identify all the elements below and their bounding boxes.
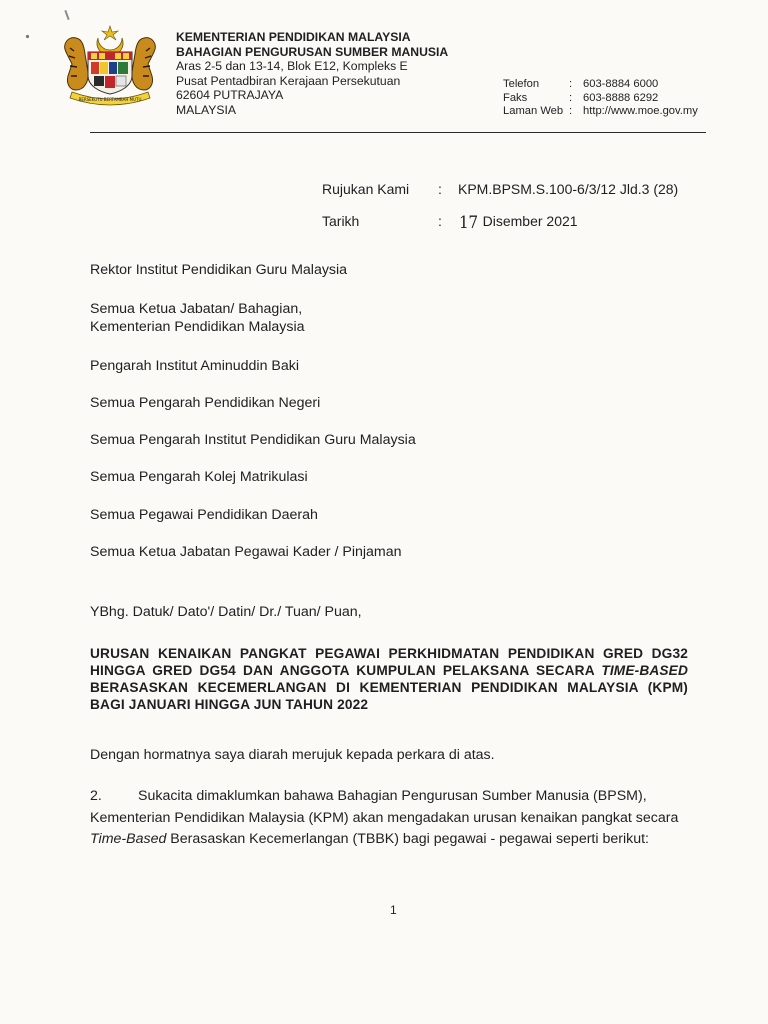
- paragraph-italic: Time-Based: [90, 831, 167, 847]
- reference-label: Rujukan Kami: [322, 181, 410, 197]
- addressee: Semua Pengarah Institut Pendidikan Guru Malaysia: [90, 432, 416, 448]
- contact-label: Faks: [503, 91, 528, 104]
- addressee-line: Kementerian Pendidikan Malaysia: [90, 319, 305, 335]
- salutation: YBhg. Datuk/ Dato'/ Datin/ Dr./ Tuan/ Puan,: [90, 604, 362, 620]
- contact-faks: [503, 92, 698, 106]
- addressee-line: Semua Ketua Jabatan/ Bahagian,: [90, 301, 303, 317]
- addressee: Semua Pengarah Kolej Matrikulasi: [90, 469, 308, 485]
- svg-text:BERSEKUTU BERTAMBAH MUTU: BERSEKUTU BERTAMBAH MUTU: [78, 97, 142, 102]
- address-line: Pusat Pentadbiran Kerajaan Persekutuan: [176, 73, 401, 88]
- fax-number: 603-8888 6292: [583, 91, 659, 104]
- contact-label: Laman Web: [503, 105, 564, 118]
- paragraph-text: Sukacita dimaklumkan bahawa Bahagian Pengurusan Sumber Manusia (BPSM), Kementerian Pendidikan Malaysia (KPM) akan mengadakan urusan kenaikan pangkat secara: [90, 788, 679, 826]
- paragraph-number: 2.: [90, 788, 102, 804]
- reference-number: KPM.BPSM.S.100-6/3/12 Jld.3 (28): [458, 181, 679, 197]
- scan-speck: [64, 10, 69, 20]
- date-label: Tarikh: [322, 213, 360, 229]
- division-name: BAHAGIAN PENGURUSAN SUMBER MANUSIA: [176, 44, 449, 59]
- scan-mark: [25, 34, 30, 39]
- address-line: 62604 PUTRAJAYA: [176, 88, 284, 103]
- subject-italic: TIME-BASED: [601, 663, 688, 678]
- date-month-year: Disember 2021: [482, 213, 578, 229]
- letterhead-divider: [90, 132, 706, 133]
- colon: :: [438, 213, 442, 229]
- addressee: Pengarah Institut Aminuddin Baki: [90, 358, 300, 374]
- page-number: 1: [390, 903, 397, 917]
- letterhead-organisation: [176, 30, 448, 118]
- letterhead-contacts: [503, 78, 698, 119]
- paragraph-2: [90, 786, 690, 851]
- addressee: Rektor Institut Pendidikan Guru Malaysia: [90, 262, 348, 278]
- website-url: http://www.moe.gov.my: [583, 105, 698, 118]
- paragraph-text: Berasaskan Kecemerlangan (TBBK) bagi pegawai - pegawai seperti berikut:: [166, 831, 649, 847]
- subject-text: BERASASKAN KECEMERLANGAN DI KEMENTERIAN PENDIDIKAN MALAYSIA (KPM) BAGI JANUARI HINGGA JUN TAHUN 2022: [90, 680, 688, 712]
- contact-website: [503, 105, 698, 119]
- contact-label: Telefon: [503, 78, 540, 90]
- date-row: [322, 213, 578, 233]
- letter-subject: [90, 645, 688, 713]
- address-line: MALAYSIA: [176, 102, 237, 117]
- handwritten-day: 17: [459, 213, 478, 233]
- opening-paragraph: Dengan hormatnya saya diarah merujuk kepada perkara di atas.: [90, 747, 495, 763]
- coat-of-arms-icon: [58, 24, 162, 106]
- subject-text: URUSAN KENAIKAN PANGKAT PEGAWAI PERKHIDMATAN PENDIDIKAN GRED DG32 HINGGA GRED DG54 DAN ANGGOTA KUMPULAN PELAKSANA SECARA: [90, 646, 688, 678]
- address-line: Aras 2-5 dan 13-14, Blok E12, Kompleks E: [176, 59, 408, 74]
- addressee: Semua Ketua Jabatan Pegawai Kader / Pinjaman: [90, 544, 402, 560]
- addressee: Semua Pengarah Pendidikan Negeri: [90, 395, 321, 411]
- colon: :: [569, 78, 573, 90]
- addressee: [90, 300, 305, 336]
- colon: :: [569, 105, 573, 118]
- contact-telefon: [503, 78, 698, 92]
- colon: :: [569, 91, 573, 104]
- colon: :: [438, 181, 442, 197]
- addressee: Semua Pegawai Pendidikan Daerah: [90, 507, 318, 523]
- reference-row: [322, 181, 678, 197]
- ministry-name: KEMENTERIAN PENDIDIKAN MALAYSIA: [176, 30, 411, 44]
- phone-number: 603-8884 6000: [583, 78, 659, 90]
